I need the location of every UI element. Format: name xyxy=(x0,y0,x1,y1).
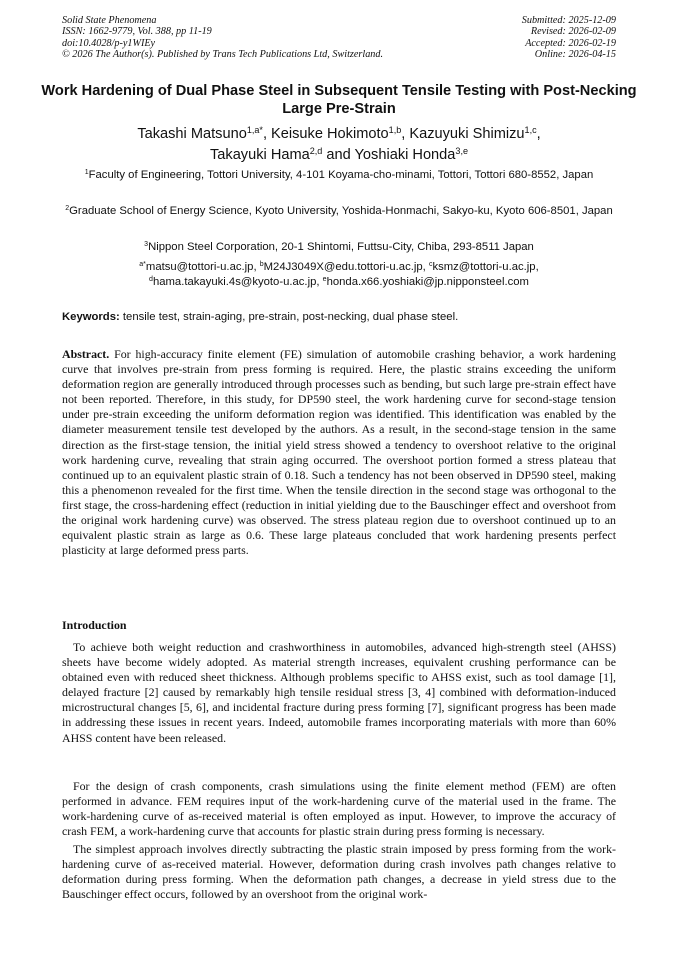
author-name: Keisuke Hokimoto xyxy=(271,126,389,142)
issn-line: ISSN: 1662-9779, Vol. 388, pp 11-19 xyxy=(62,26,212,38)
author-marker: 1,a* xyxy=(246,125,263,136)
section-heading-introduction: Introduction xyxy=(62,618,127,632)
affiliation-text: Faculty of Engineering, Tottori University, 4-101 Koyama-cho-minami, Tottori, Tottori 680-8552, Japan xyxy=(88,169,594,181)
copyright-line: © 2026 The Author(s). Published by Trans Tech Publications Ltd, Switzerland. xyxy=(62,49,384,61)
online-date: Online: 2026-04-15 xyxy=(534,49,616,61)
affiliation-2 xyxy=(62,204,616,219)
affiliation-marker: 3 xyxy=(144,241,149,249)
email-address[interactable]: ksmz@tottori-u.ac.jp xyxy=(432,261,536,273)
author-name: Takashi Matsuno xyxy=(137,126,247,142)
abstract xyxy=(62,347,616,558)
revised-date: Revised: 2026-02-09 xyxy=(530,26,616,38)
author-separator: and xyxy=(322,146,355,163)
author-separator: , xyxy=(536,126,541,142)
email-marker: c xyxy=(428,261,433,269)
journal-info xyxy=(62,15,383,61)
keywords-label: Keywords: xyxy=(62,311,120,323)
email-marker: b xyxy=(259,261,264,269)
author-marker: 1,b xyxy=(388,125,402,136)
email-address[interactable]: hama.takayuki.4s@kyoto-u.ac.jp xyxy=(152,276,317,288)
introduction-paragraph-3: The simplest approach involves directly subtracting the plastic strain imposed by press forming from the work-hardening curve of as-received material. However, deformation during crash involves path changes relative to deformation during press forming. When the deformation path changes, a decrease in yield stress due to the Bauschinger effect occurs, followed by an overshoot from the original work- xyxy=(62,842,616,902)
email-marker: d xyxy=(149,276,153,284)
affiliation-marker: 2 xyxy=(65,205,70,213)
email-marker: a* xyxy=(139,261,146,269)
accepted-date: Accepted: 2026-02-19 xyxy=(525,37,616,49)
submitted-date: Submitted: 2025-12-09 xyxy=(521,15,616,26)
author-name: Takayuki Hama xyxy=(209,146,310,163)
introduction-paragraph-2: For the design of crash components, crash simulations using the finite element method (FEM) are often performed in advance. FEM requires input of the work-hardening curve of the material used in the frame. The work-hardening curve of as-received material is often employed as input. However, to improve the accuracy of crash FEM, a work-hardening curve that accounts for plastic strain during press forming is necessary. xyxy=(62,779,616,839)
email-address[interactable]: matsu@tottori-u.ac.jp xyxy=(145,261,254,273)
abstract-text: For high-accuracy finite element (FE) simulation of automobile crashing behavior, a work hardening curve that involves pre-strain from press forming is required. Here, the plastic strains exceeding the uniform deformation region are generally introduced through processes such as bending, but such large pre-strain effect have not been reported. Therefore, in this study, for DP590 steel, the work hardening curve for second-stage tension under pre-strain exceeding the uniform deformation region was identified. This identification was enabled by the diameter measurement tensile test developed by the authors. As a result, in the second-stage tension in the same direction as the first-stage tension, the initial yield stress showed a tendency to overshoot relative to the original work hardening curve, revealing that strain aging occurred. The overshoot portion formed a stress plateau that continued up to an equivalent plastic strain of 0.18. Such a tendency has not been observed in DP590 steel, making this a phenomenon revealed for the first time. When the tensile direction in the second stage was orthogonal to the first stage, the cross-hardening effect (reduction in initial yielding due to the Bauschinger effect and overshoot from the original work hardening curve) was observed. The stress plateau region due to overshoot continued up to an equivalent plastic strain as large as 0.6. These large plateaus concluded that work hardening presents perfect plasticity at large deformed press parts. xyxy=(62,347,616,558)
author-name: Kazuyuki Shimizu xyxy=(409,126,525,142)
author-list xyxy=(40,124,638,165)
affiliation-marker: 1 xyxy=(84,169,89,177)
author-emails: $^{a*}$matsu@tottori-u.ac.jp, $^b$M24J3049X@edu.tottori-u.ac.jp, $^c$ksmz@tottori-u.ac.jp, $^d$hama.takayuki.4s@kyoto-u.ac.jp, $^e$honda.x66.yoshiaki@jp.nipponsteel.com xyxy=(139,261,539,288)
email-address[interactable]: M24J3049X@edu.tottori-u.ac.jp xyxy=(263,261,423,273)
author-marker: 3,e xyxy=(455,145,468,156)
email-marker: e xyxy=(322,276,327,284)
paper-title: Work Hardening of Dual Phase Steel in Subsequent Tensile Testing with Post-Necking Large Pre-Strain xyxy=(41,83,637,117)
affiliation-text: Nippon Steel Corporation, 20-1 Shintomi, Futtsu-City, Chiba, 293-8511 Japan xyxy=(148,241,534,253)
introduction-paragraph-1: To achieve both weight reduction and crashworthiness in automobiles, advanced high-strength steel (AHSS) sheets have become widely adopted. As material strength increases, equivalent crushing performance can be obtained even with reduced sheet thickness. Although problems specific to AHSS exist, such as tool damage [1], delayed fracture [2] caused by remarkably high tensile residual stress [3, 4] combined with deformation-induced microstructural changes [5, 6], and incidental fracture during press forming [7], significant progress has been made in addressing these issues in recent years. Indeed, automobile frames incorporating materials with more than 60% AHSS content have been released. xyxy=(62,640,616,745)
author-marker: 2,d xyxy=(309,145,323,156)
keywords-line xyxy=(62,310,616,325)
author-separator: , xyxy=(401,126,410,142)
keywords-text: tensile test, strain-aging, pre-strain, post-necking, dual phase steel. xyxy=(122,311,459,323)
affiliation-text: Graduate School of Energy Science, Kyoto University, Yoshida-Honmachi, Sakyo-ku, Kyoto 606-8501, Japan xyxy=(69,205,613,217)
doi-line: doi:10.4028/p-y1WIEy xyxy=(62,37,156,49)
journal-name: Solid State Phenomena xyxy=(62,15,157,26)
author-marker: 1,c xyxy=(524,125,537,136)
abstract-label: Abstract. xyxy=(62,347,110,361)
author-name: Yoshiaki Honda xyxy=(354,146,456,163)
email-address[interactable]: honda.x66.yoshiaki@jp.nipponsteel.com xyxy=(326,276,529,288)
affiliation-1 xyxy=(62,168,616,183)
author-separator: , xyxy=(262,126,272,142)
affiliation-3 xyxy=(62,240,616,255)
publication-dates xyxy=(522,15,616,61)
